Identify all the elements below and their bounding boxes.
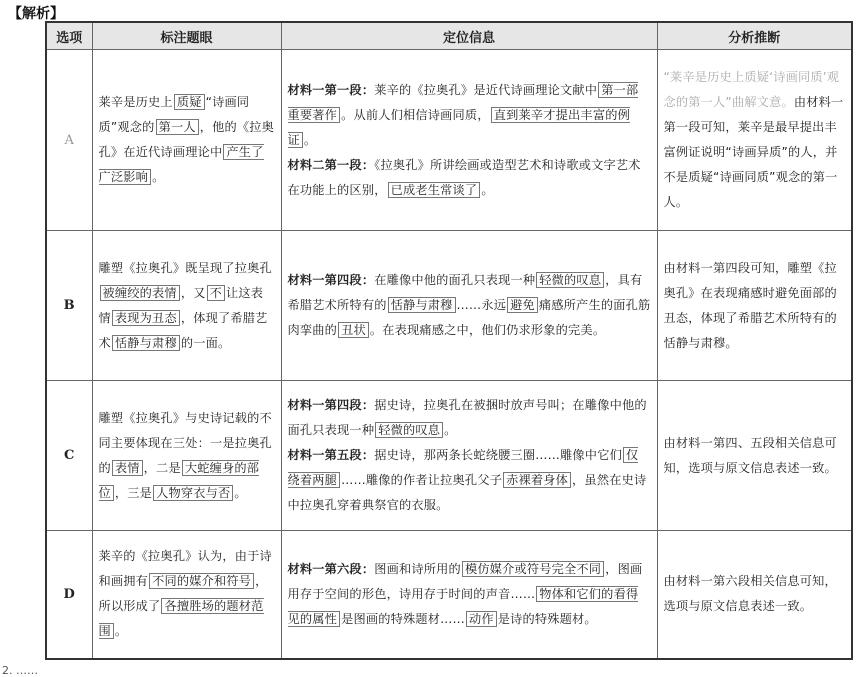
- text: 的一面。: [180, 335, 231, 350]
- next-question-fragment: 2. ……: [2, 664, 38, 677]
- text: “诗画同质”观念的: [98, 95, 250, 134]
- text: 据史诗，那两条长蛇绕腰三圈……雕像中它们: [374, 448, 622, 462]
- keyword-box: 轻微的叹息: [536, 272, 604, 288]
- text: ，他的《拉奥孔》在近代诗画理论中: [98, 120, 275, 159]
- text: 是图画的特殊题材……: [341, 611, 465, 626]
- keyword-box: 被缠绞的表情: [100, 285, 180, 301]
- source-label: 材料一第四段：: [287, 273, 375, 287]
- keyword-box: 产生了广泛影响: [98, 145, 264, 184]
- text: 图画和诗所用的: [374, 561, 461, 576]
- keyword-box: 第一部重要著作: [287, 82, 639, 122]
- header-option: 选项: [46, 22, 92, 50]
- source-label: 材料一第五段：: [287, 448, 375, 462]
- text: ，所以形成了: [98, 574, 268, 614]
- analysis-cell: 由材料一第六段相关信息可知，选项与原文信息表述一致。: [657, 531, 852, 659]
- keyword-box: 第一人: [156, 119, 199, 135]
- text: ，具有希腊艺术所特有的: [287, 273, 643, 312]
- text: 是诗的特殊题材。: [497, 611, 597, 626]
- keyword-box: 各擅胜场的题材范围: [98, 599, 264, 639]
- location-cell: [281, 531, 657, 659]
- keyword-box: 表情: [112, 460, 143, 476]
- text: ，图画用存于空间的形色，诗用存于时间的声音……: [287, 561, 643, 601]
- text: ，又: [180, 285, 206, 300]
- text: 雕塑《拉奥孔》既呈现了拉奥孔: [98, 260, 272, 275]
- keyword-box: 避免: [507, 297, 538, 313]
- keyword-box: 直到莱辛才提出丰富的例证: [287, 107, 630, 147]
- keyword-box: 人物穿衣与否: [153, 485, 233, 501]
- keyword-box: 大蛇缠身的部位: [98, 460, 260, 500]
- text: ，二是: [143, 460, 181, 475]
- analysis-cell: 由材料一第四段可知，雕塑《拉奥孔》在表现痛感时避免面部的丑态，体现了希腊艺术所特有的恬静与肃穆。: [657, 231, 852, 381]
- text: 莱辛是历史上: [98, 95, 173, 109]
- text: 莱辛的《拉奥孔》是近代诗画理论文献中: [374, 82, 598, 97]
- keyword-box: 轻微的叹息: [375, 422, 443, 438]
- keyword-box: 不同的媒介和符号: [149, 573, 254, 589]
- option-cell: C: [46, 381, 92, 531]
- text: 。: [481, 182, 494, 197]
- keyword-box: 恬静与肃穆: [388, 297, 456, 313]
- text: 。在表现痛感之中，他们仍求形象的完美。: [369, 323, 606, 337]
- source-label: 材料二第一段：: [287, 157, 375, 172]
- header-keywords: 标注题眼: [92, 22, 281, 50]
- keyword-cell: [92, 231, 281, 381]
- text: 《拉奥孔》所讲绘画或造型艺术和诗歌或文字艺术在功能上的区别，: [287, 157, 641, 197]
- source-label: 材料一第一段：: [287, 82, 375, 97]
- location-cell: [281, 381, 657, 531]
- text: ，三是: [114, 485, 153, 500]
- keyword-cell: [92, 531, 281, 659]
- text: 。: [234, 485, 247, 500]
- table-row-c: [46, 381, 852, 531]
- text: ……雕像的作者让拉奥孔父子: [341, 473, 503, 487]
- text: ，体现了希腊艺术: [98, 310, 268, 350]
- table-row-d: [46, 531, 852, 659]
- text: 在雕像中他的面孔只表现一种: [374, 273, 536, 287]
- option-cell: A: [46, 50, 92, 231]
- text: 。: [303, 132, 317, 147]
- table-row-a: [46, 50, 852, 231]
- keyword-box: 动作: [466, 611, 497, 627]
- keyword-box: 已成老生常谈了: [388, 182, 481, 198]
- keyword-cell: [92, 381, 281, 531]
- text: 由材料一第一段可知，莱辛是最早提出丰富例证说明“诗画异质”的人，并不是质疑“诗画同质”观念的第一人。: [663, 95, 844, 209]
- location-cell: [281, 50, 657, 231]
- text: ，虽然在史诗中拉奥孔穿着典祭官的衣服。: [287, 473, 647, 512]
- keyword-box: 质疑: [174, 94, 205, 110]
- keyword-box: 表现为丑态: [112, 310, 180, 326]
- keyword-box: 恬静与肃穆: [112, 335, 180, 351]
- analysis-table: [45, 21, 853, 660]
- option-cell: B: [46, 231, 92, 381]
- text: 。: [152, 170, 165, 184]
- text: 痛感所产生的面孔筋肉挛曲的: [287, 298, 651, 337]
- keyword-box: 模仿媒介或符号完全不同: [462, 561, 604, 577]
- keyword-box: 丑状: [338, 322, 369, 338]
- text: ……永远: [456, 298, 507, 312]
- text: 。: [114, 624, 128, 639]
- table-row-b: [46, 231, 852, 381]
- header-analysis: 分析推断: [657, 22, 852, 50]
- keyword-box: 赤裸着身体: [503, 472, 571, 488]
- keyword-box: 物体和它们的看得见的属性: [287, 586, 639, 626]
- location-cell: [281, 231, 657, 381]
- keyword-cell: [92, 50, 281, 231]
- keyword-box: 不: [207, 285, 225, 301]
- quoted-option: “莱辛是历史上质疑‘诗画同质’观念的第一人”曲解文意。: [663, 70, 840, 109]
- analysis-cell: [657, 50, 852, 231]
- text: 雕塑《拉奥孔》与史诗记载的不同主要体现在三处：一是拉奥孔的: [98, 410, 272, 475]
- text: 让这表情: [98, 285, 264, 325]
- text: 据史诗，拉奥孔在被捆时放声号叫；在雕像中他的面孔只表现一种: [287, 398, 647, 437]
- source-label: 材料一第四段：: [287, 398, 375, 412]
- option-cell: D: [46, 531, 92, 659]
- header-location: 定位信息: [281, 22, 657, 50]
- text: 莱辛的《拉奥孔》认为，由于诗和画拥有: [98, 549, 272, 589]
- header-row: [46, 22, 852, 50]
- text: 。: [444, 423, 457, 437]
- keyword-box: 仅绕着两腿: [287, 448, 639, 487]
- analysis-heading: 【解析】: [8, 6, 64, 22]
- analysis-cell: 由材料一第四、五段相关信息可知，选项与原文信息表述一致。: [657, 381, 852, 531]
- source-label: 材料一第六段：: [287, 561, 375, 576]
- text: 。从前人们相信诗画同质，: [341, 107, 490, 122]
